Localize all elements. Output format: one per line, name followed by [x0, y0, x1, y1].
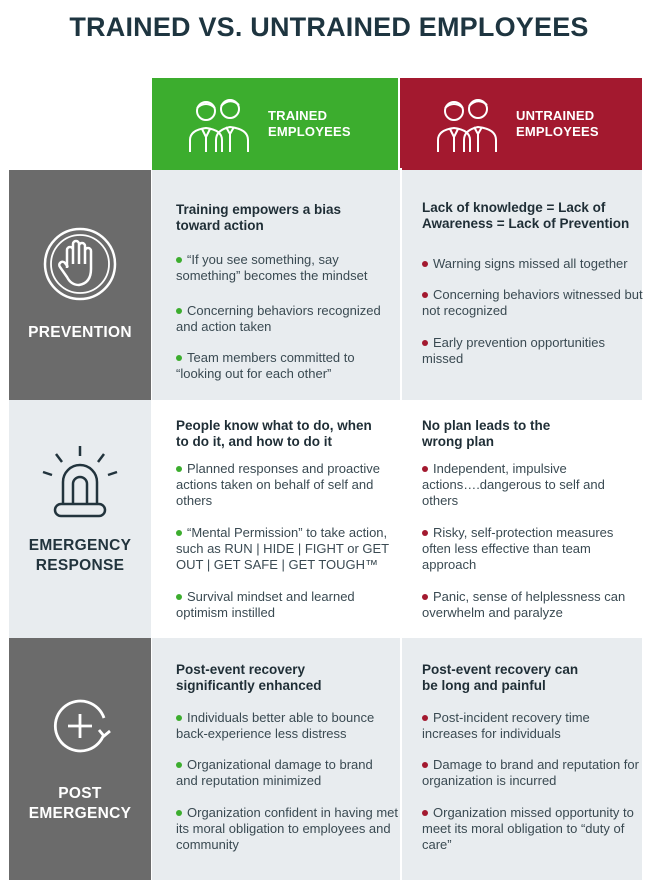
cell-heading: Post-event recovery can be long and painful [422, 662, 579, 693]
green-dot-icon [176, 762, 182, 768]
green-dot-icon [176, 715, 182, 721]
untrained-cell-prevention [402, 170, 642, 400]
raised-hand-icon [9, 226, 151, 302]
category-emergency-response [9, 400, 151, 638]
list-item: Individuals better able to bounce back-experience less distress [176, 710, 375, 741]
recovery-plus-icon [9, 696, 151, 756]
two-people-icon [430, 94, 504, 154]
cell-heading: People know what to do, when to do it, and how to do it [176, 418, 372, 449]
red-dot-icon [422, 530, 428, 536]
cell-heading: No plan leads to the wrong plan [422, 418, 551, 449]
red-dot-icon [422, 340, 428, 346]
cell-heading: Post-event recovery significantly enhanced [176, 662, 322, 693]
red-dot-icon [422, 594, 428, 600]
list-item: Risky, self-protection measures often less effective than team approach [422, 525, 614, 572]
green-dot-icon [176, 810, 182, 816]
untrained-header-label: UNTRAINED EMPLOYEES [516, 108, 599, 139]
list-item: Panic, sense of helplessness can overwhelm and paralyze [422, 589, 626, 620]
green-dot-icon [176, 308, 182, 314]
green-dot-icon [176, 257, 182, 263]
list-item: Concerning behaviors witnessed but not recognized [422, 287, 643, 318]
list-item: Survival mindset and learned optimism instilled [176, 589, 355, 620]
category-prevention [9, 170, 151, 400]
red-dot-icon [422, 715, 428, 721]
list-item: “Mental Permission” to take action, such as RUN | HIDE | FIGHT or GET OUT | GET SAFE | GET TOUGH™ [176, 525, 389, 572]
two-people-icon [182, 94, 256, 154]
column-divider [400, 168, 402, 880]
red-dot-icon [422, 261, 428, 267]
green-dot-icon [176, 594, 182, 600]
list-item: Post-incident recovery time increases for individuals [422, 710, 590, 741]
green-dot-icon [176, 355, 182, 361]
list-item: Independent, impulsive actions….dangerous to self and others [422, 461, 605, 508]
green-dot-icon [176, 530, 182, 536]
row-post-emergency [9, 638, 642, 880]
list-item: Concerning behaviors recognized and action taken [176, 303, 381, 334]
list-item: Warning signs missed all together [422, 256, 644, 272]
list-item: Organization confident in having met its moral obligation to employees and community [176, 805, 399, 852]
trained-header [152, 78, 398, 170]
list-item: Damage to brand and reputation for organization is incurred [422, 757, 639, 788]
list-item: Planned responses and proactive actions taken on behalf of self and others [176, 461, 380, 508]
page-title: TRAINED VS. UNTRAINED EMPLOYEES [69, 12, 589, 42]
cell-heading: Training empowers a bias toward action [176, 202, 342, 233]
untrained-header [400, 78, 642, 170]
untrained-cell-post-emergency [402, 638, 642, 880]
trained-cell-post-emergency [152, 638, 400, 880]
row-emergency-response [9, 400, 642, 638]
red-dot-icon [422, 466, 428, 472]
alarm-siren-icon [9, 442, 151, 522]
category-label: PREVENTION [28, 324, 132, 341]
red-dot-icon [422, 762, 428, 768]
red-dot-icon [422, 810, 428, 816]
category-label: EMERGENCY RESPONSE [28, 537, 132, 574]
trained-cell-prevention [152, 170, 400, 400]
trained-cell-emergency-response [152, 400, 400, 638]
category-post-emergency [9, 638, 151, 880]
list-item: “If you see something, say something” becomes the mindset [176, 252, 368, 283]
cell-heading: Lack of knowledge = Lack of Awareness = Lack of Prevention [422, 200, 630, 231]
list-item: Team members committed to “looking out for each other” [176, 350, 355, 381]
list-item: Early prevention opportunities missed [422, 335, 605, 366]
list-item: Organizational damage to brand and reputation minimized [176, 757, 373, 788]
trained-header-label: TRAINED EMPLOYEES [268, 108, 351, 139]
red-dot-icon [422, 292, 428, 298]
category-label: POST EMERGENCY [28, 785, 132, 822]
green-dot-icon [176, 466, 182, 472]
row-prevention [9, 170, 642, 400]
untrained-cell-emergency-response [402, 400, 642, 638]
list-item: Organization missed opportunity to meet its moral obligation to “duty of care” [422, 805, 634, 852]
